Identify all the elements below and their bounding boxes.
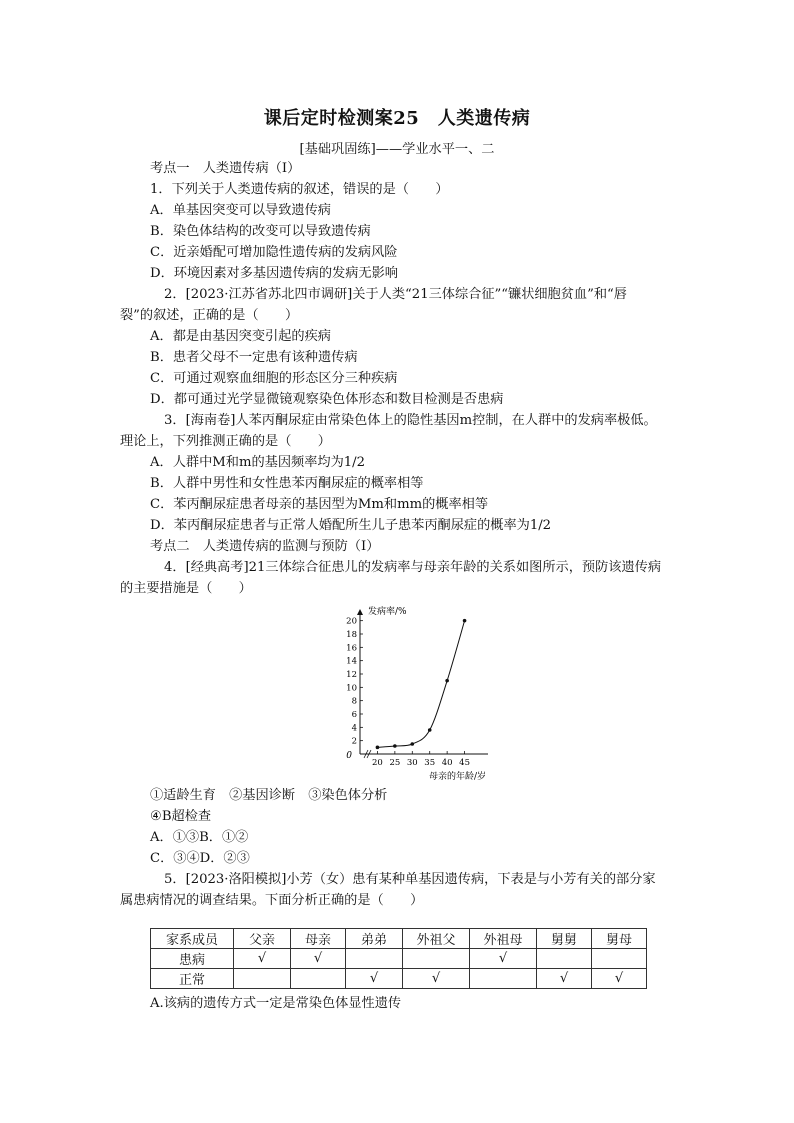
table-cell: √ bbox=[234, 949, 291, 969]
y-tick-label: 10 bbox=[346, 683, 357, 694]
y-tick-label: 16 bbox=[346, 643, 357, 654]
q2-option-d: D．都可通过光学显微镜观察染色体形态和数目检测是否患病 bbox=[150, 392, 504, 407]
y-axis-arrow bbox=[357, 609, 363, 615]
table-cell: 患病 bbox=[151, 949, 234, 969]
table-header-cell: 家系成员 bbox=[151, 929, 234, 949]
table-header-cell: 舅舅 bbox=[537, 929, 592, 949]
q1-option-b: B．染色体结构的改变可以导致遗传病 bbox=[150, 224, 371, 239]
x-axis-title: 母亲的年龄/岁 bbox=[428, 772, 486, 782]
q3-option-d: D．苯丙酮尿症患者与正常人婚配所生儿子患苯丙酮尿症的概率为1/2 bbox=[150, 518, 552, 533]
q1-option-d: D．环境因素对多基因遗传病的发病无影响 bbox=[150, 266, 398, 281]
table-cell: √ bbox=[470, 949, 537, 969]
q4-measures-1: ①适龄生育 ②基因诊断 ③染色体分析 bbox=[150, 788, 388, 803]
q2-option-b: B．患者父母不一定患有该种遗传病 bbox=[150, 350, 358, 365]
q4-stem-2: 的主要措施是（ ） bbox=[120, 581, 252, 596]
table-header-cell: 外祖父 bbox=[403, 929, 470, 949]
table-cell: √ bbox=[403, 969, 470, 989]
q3-stem-1: 3．[海南卷]人苯丙酮尿症由常染色体上的隐性基因m控制，在人群中的发病率极低。 bbox=[164, 413, 657, 428]
q1-stem: 1．下列关于人类遗传病的叙述，错误的是（ ） bbox=[150, 182, 449, 197]
y-tick-label: 4 bbox=[351, 723, 357, 734]
table-cell: √ bbox=[592, 969, 647, 989]
data-point bbox=[376, 746, 380, 750]
family-survey-table bbox=[150, 928, 647, 989]
y-axis-title: 发病率/% bbox=[368, 607, 407, 617]
q3-stem-2: 理论上，下列推测正确的是（ ） bbox=[120, 434, 331, 449]
q3-option-b: B．人群中男性和女性患苯丙酮尿症的概率相等 bbox=[150, 476, 424, 491]
y-tick-label: 2 bbox=[351, 736, 357, 747]
y-tick-label: 18 bbox=[346, 630, 357, 640]
table-cell bbox=[537, 949, 592, 969]
y-tick-label: 6 bbox=[351, 710, 357, 720]
q4-measures-2: ④B超检查 bbox=[150, 809, 212, 824]
table-cell bbox=[403, 949, 470, 969]
q1-option-a: A．单基因突变可以导致遗传病 bbox=[150, 203, 331, 218]
q1-option-c: C．近亲婚配可增加隐性遗传病的发病风险 bbox=[150, 245, 398, 260]
data-point bbox=[410, 742, 414, 746]
table-cell: √ bbox=[537, 969, 592, 989]
y-tick-label: 20 bbox=[346, 616, 357, 627]
x-tick-label: 40 bbox=[441, 758, 453, 768]
table-cell: 正常 bbox=[151, 969, 234, 989]
x-tick-label: 45 bbox=[459, 758, 470, 768]
q4-options-cd: C．③④D．②③ bbox=[150, 851, 250, 866]
table-header-cell: 父亲 bbox=[234, 929, 291, 949]
section-header: [基础巩固练]——学业水平一、二 bbox=[299, 142, 495, 157]
q5-stem-1: 5．[2023·洛阳模拟]小芳（女）患有某种单基因遗传病，下表是与小芳有关的部分家 bbox=[164, 872, 656, 887]
y-tick-label: 14 bbox=[346, 656, 357, 667]
q5-option-a: A.该病的遗传方式一定是常染色体显性遗传 bbox=[150, 996, 402, 1011]
origin-label: 0 bbox=[346, 751, 352, 761]
table-cell: √ bbox=[346, 969, 403, 989]
table-header-cell: 弟弟 bbox=[346, 929, 403, 949]
q3-option-c: C．苯丙酮尿症患者母亲的基因型为Mm和mm的概率相等 bbox=[150, 497, 489, 512]
data-point bbox=[445, 679, 449, 683]
incidence-line-chart bbox=[322, 600, 492, 785]
y-tick-label: 12 bbox=[346, 670, 357, 680]
table-cell: √ bbox=[291, 949, 346, 969]
data-point bbox=[428, 728, 432, 732]
data-point bbox=[393, 744, 397, 748]
x-tick-label: 25 bbox=[389, 758, 401, 768]
table-cell bbox=[291, 969, 346, 989]
table-cell bbox=[592, 949, 647, 969]
series-line bbox=[377, 621, 464, 748]
q4-options-ab: A．①③B．①② bbox=[150, 830, 249, 845]
q2-stem-1: 2．[2023·江苏省苏北四市调研]关于人类“21三体综合征”“镰状细胞贫血”和“唇 bbox=[164, 287, 627, 302]
q2-stem-2: 裂”的叙述，正确的是（ ） bbox=[120, 308, 299, 323]
table-row bbox=[151, 969, 647, 989]
x-tick-label: 35 bbox=[424, 758, 436, 768]
table-cell bbox=[470, 969, 537, 989]
q3-option-a: A．人群中M和m的基因频率均为1/2 bbox=[150, 455, 366, 470]
q5-stem-2: 属患病情况的调查结果。下面分析正确的是（ ） bbox=[120, 893, 424, 908]
table-header-row bbox=[151, 929, 647, 949]
table-cell bbox=[234, 969, 291, 989]
q4-stem-1: 4．[经典高考]21三体综合征患儿的发病率与母亲年龄的关系如图所示，预防该遗传病 bbox=[164, 560, 662, 575]
kp1-heading: 考点一 人类遗传病（Ⅰ） bbox=[150, 161, 301, 176]
q2-option-c: C．可通过观察血细胞的形态区分三种疾病 bbox=[150, 371, 398, 386]
q2-option-a: A．都是由基因突变引起的疾病 bbox=[150, 329, 331, 344]
table-header-cell: 舅母 bbox=[592, 929, 647, 949]
table-row bbox=[151, 949, 647, 969]
table-cell bbox=[346, 949, 403, 969]
y-tick-label: 8 bbox=[351, 696, 357, 707]
x-tick-label: 20 bbox=[372, 758, 383, 768]
table-header-cell: 母亲 bbox=[291, 929, 346, 949]
page-title: 课后定时检测案25 人类遗传病 bbox=[263, 108, 531, 129]
table-header-cell: 外祖母 bbox=[470, 929, 537, 949]
kp2-heading: 考点二 人类遗传病的监测与预防（Ⅰ） bbox=[150, 539, 380, 554]
x-tick-label: 30 bbox=[406, 758, 418, 768]
data-point bbox=[463, 619, 467, 623]
